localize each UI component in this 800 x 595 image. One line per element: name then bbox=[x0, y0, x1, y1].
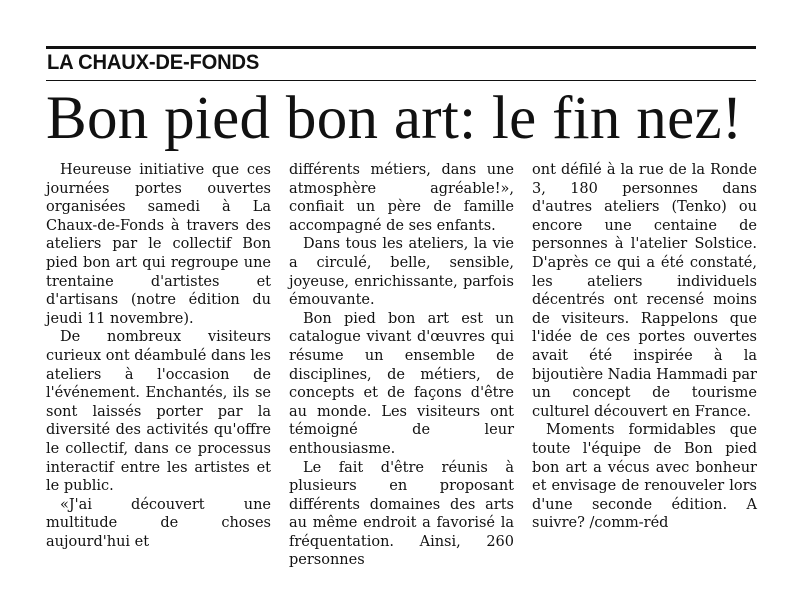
column-3 bbox=[532, 161, 757, 533]
paragraph: Heureuse initiative que ces journées portes ouvertes organisées samedi à La Chaux-de-Fonds à travers des ateliers par le collectif Bon pied bon art qui regroupe une trentaine d'artistes et d'artisans (notre édition du jeudi 11 novembre). bbox=[46, 162, 271, 327]
paragraph: ont défilé à la rue de la Ronde 3, 180 personnes dans d'autres ateliers (Tenko) ou encore une centaine de personnes à l'atelier Solstice. D'après ce qui a été constaté, les ateliers individuels décentrés ont recensé moins de visiteurs. Rappelons que l'idée de ces portes ouvertes avait été inspirée à la bijoutière Nadia Hammadi par un concept de tourisme culturel découvert en France. bbox=[532, 162, 757, 420]
paragraph: Bon pied bon art est un catalogue vivant d'œuvres qui résume un ensemble de disciplines, de métiers, de concepts et de façons d'être au monde. Les visiteurs ont témoigné de leur enthousiasme. bbox=[289, 310, 514, 457]
top-rule bbox=[46, 46, 756, 49]
kicker-rule bbox=[46, 80, 756, 81]
paragraph: Dans tous les ateliers, la vie a circulé, belle, sensible, joyeuse, enrichissante, parfois émouvante. bbox=[289, 236, 514, 309]
column-2 bbox=[289, 161, 514, 570]
paragraph: De nombreux visiteurs curieux ont déambulé dans les ateliers à l'occasion de l'événement. Enchantés, ils se sont laissés porter par la diversité des activités qu'offre le collectif, dans ce processus interactif entre les artistes et le public. bbox=[46, 329, 271, 495]
paragraph: Le fait d'être réunis à plusieurs en proposant différents domaines des arts au même endroit a favorisé la fréquentation. Ainsi, 260 personnes bbox=[289, 459, 514, 569]
paragraph: Moments formidables que toute l'équipe de Bon pied bon art a vécus avec bonheur et envisage de renouveler lors d'une seconde édition. A suivre? /comm-réd bbox=[532, 422, 757, 532]
column-1 bbox=[46, 161, 271, 551]
headline: Bon pied bon art: le fin nez! bbox=[46, 85, 743, 152]
paragraph: différents métiers, dans une atmosphère agréable!», confiait un père de famille accompagné de ses enfants. bbox=[289, 162, 514, 234]
section-kicker: LA CHAUX-DE-FONDS bbox=[47, 51, 260, 74]
paragraph: «J'ai découvert une multitude de choses aujourd'hui et bbox=[46, 496, 271, 550]
article-body bbox=[46, 161, 756, 581]
